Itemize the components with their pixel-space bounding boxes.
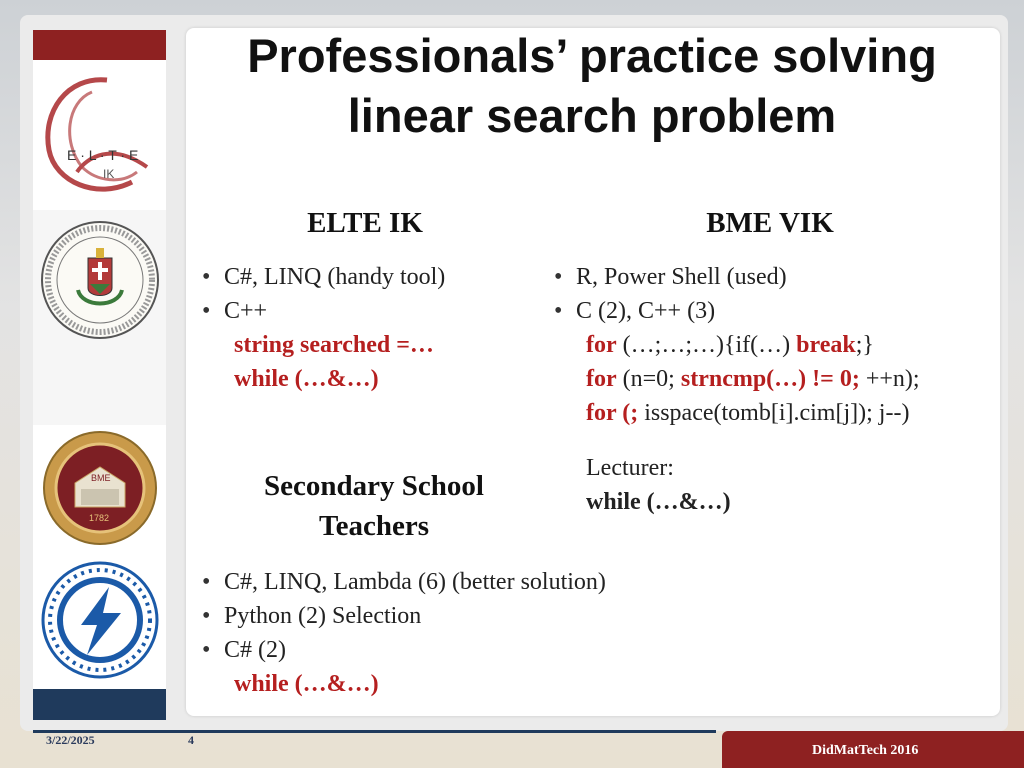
secondary-heading-line2: Teachers [318,510,430,542]
code-keyword: for (; [586,400,639,426]
code-line: string searched =… [234,332,434,358]
code-text: ;} [855,332,874,358]
elte-university-seal-icon [38,218,162,342]
code-keyword: strncmp(…) != 0; [680,366,860,392]
elte-heading: ELTE IK [307,207,423,239]
code-line: while (…&…) [234,671,379,697]
lecturer-code: while (…&…) [586,489,731,515]
code-line-for-strncmp [554,362,920,396]
footer-page-number: 4 [188,733,194,747]
code-text: ++n); [859,366,920,392]
footer-divider [33,730,716,733]
bme-seal-icon [41,429,159,547]
list-item: • C#, LINQ, Lambda (6) (better solution) [202,565,606,599]
bme-seal-year: 1782 [89,513,110,523]
code-line-for-break [554,328,920,362]
slide-title [186,26,998,146]
code-text: isspace(tomb[i].cim[j]); j--) [638,400,910,426]
list-item: • C++ [202,294,445,328]
elte-logo-letters: E · L · T · E [67,147,139,163]
footer-date: 3/22/2025 [46,733,95,747]
bme-vik-panel [33,553,166,689]
code-keyword: for [586,332,617,358]
secondary-list [202,565,606,701]
code-line: while (…&…) [234,366,379,392]
code-line-for-isspace [554,396,920,430]
elte-logo-panel [33,60,166,210]
sidebar-top-bar [33,30,166,60]
list-item: • C (2), C++ (3) [554,294,920,328]
elte-ik-logo [37,72,162,197]
bme-seal-label: BME [91,473,111,483]
bme-vik-lightning-logo [39,559,161,681]
list-item: • C# (2) [202,633,606,667]
bme-list [554,260,920,430]
lecturer-label: Lecturer: [586,455,674,481]
sidebar-bottom-bar [33,689,166,720]
elte-seal-panel [33,210,166,360]
slide-title-line2: linear search problem [347,89,837,142]
footer-conference-name: DidMatTech 2016 [812,743,919,758]
logo-sidebar [33,30,166,720]
elte-list [202,260,445,396]
code-keyword: break [796,332,856,358]
list-item: • R, Power Shell (used) [554,260,920,294]
list-item: • Python (2) Selection [202,599,606,633]
code-keyword: for [586,366,617,392]
secondary-heading [224,466,524,546]
code-text: (…;…;…){if(…) [616,332,797,358]
secondary-heading-line1: Secondary School [264,470,484,502]
bme-seal-panel [33,425,166,553]
elte-logo-sub: IK [103,167,115,181]
bme-heading: BME VIK [706,207,834,239]
code-text: (n=0; [616,366,681,392]
slide-title-line1: Professionals’ practice solving [247,29,937,82]
list-item: • C#, LINQ (handy tool) [202,260,445,294]
